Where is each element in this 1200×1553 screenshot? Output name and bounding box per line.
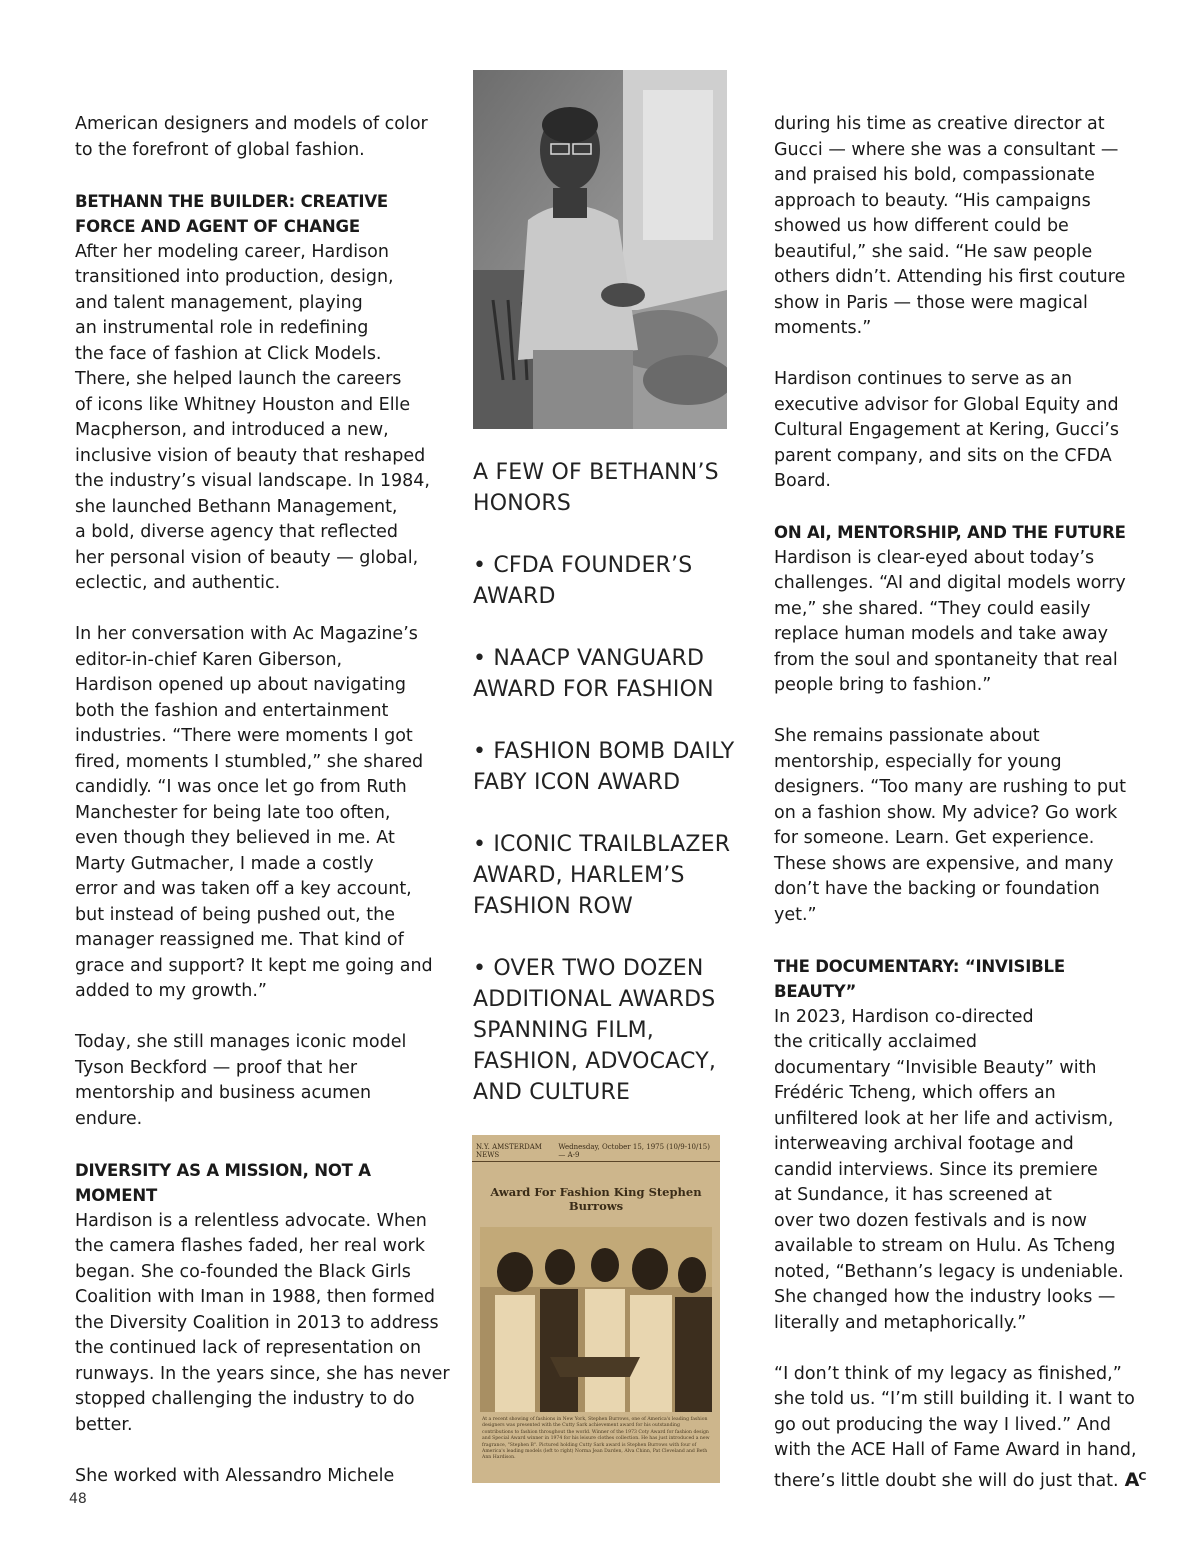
section-heading [75,189,437,240]
text-line: for someone. Learn. Get experience. [774,828,1095,848]
text-line: stopped challenging the industry to do [75,1389,415,1409]
text-line: a bold, diverse agency that reflected [75,522,398,542]
body-paragraph [75,1030,437,1132]
text-line: manager reassigned me. That kind of [75,930,404,950]
photo-illustration [473,70,727,429]
clipping-masthead [472,1143,720,1162]
text-line: with the ACE Hall of Fame Award in hand, [774,1440,1137,1460]
text-line: In her conversation with Ac Magazine’s [75,624,418,644]
text-line: during his time as creative director at [774,114,1105,134]
text-line: approach to beauty. “His campaigns [774,190,1091,211]
text-line: over two dozen festivals and is now [774,1210,1087,1231]
text-line: literally and metaphorically.” [774,1312,1027,1333]
honor-line: • CFDA FOUNDER’S [473,553,693,578]
text-line: Hardison continues to serve as an [774,369,1073,389]
text-line: don’t have the backing or foundation [774,879,1100,899]
body-paragraph [774,1005,1136,1337]
clipping-photo [480,1227,712,1412]
text-line: yet.” [774,904,817,925]
honor-line: FASHION ROW [473,894,634,919]
text-line: Coalition with Iman in 1988, then formed [75,1287,435,1307]
body-paragraph [75,112,437,163]
text-line: BETHANN THE BUILDER: CREATIVE [75,191,388,211]
text-line: fired, moments I stumbled,” she shared [75,751,424,772]
text-line: In 2023, Hardison co-directed [774,1006,1034,1027]
body-paragraph [75,1464,437,1490]
honor-line: A FEW OF BETHANN’S [473,460,719,485]
text-line: moments.” [774,318,872,338]
text-line: began. She co-founded the Black Girls [75,1261,411,1282]
text-line: She changed how the industry looks — [774,1287,1116,1307]
text-line: Frédéric Tcheng, which offers an [774,1083,1056,1103]
text-line: Board. [774,471,831,491]
text-line: Hardison is a relentless advocate. When [75,1210,427,1231]
text-line: She worked with Alessandro Michele [75,1465,395,1486]
text-line: Gucci — where she was a consultant — [774,139,1119,160]
text-line: eclectic, and authentic. [75,573,281,593]
text-line: parent company, and sits on the CFDA [774,445,1112,466]
clipping-masthead-left: N.Y. AMSTERDAM NEWS [476,1143,542,1159]
honor-line: HONORS [473,491,572,516]
text-line: Hardison opened up about navigating [75,675,406,695]
text-line: unfiltered look at her life and activism, [774,1108,1114,1129]
text-line: at Sundance, it has screened at [774,1185,1052,1205]
honor-line: • FASHION BOMB DAILY [473,739,735,764]
logo-letter: A [1124,1468,1139,1491]
section-heading [75,1158,437,1209]
text-line: There, she helped launch the careers [75,369,402,389]
body-paragraph [774,367,1136,495]
honors-sidebar [473,457,743,1139]
honor-line: ADDITIONAL AWARDS [473,987,716,1012]
honor-line: • NAACP VANGUARD [473,646,705,671]
body-paragraph [774,724,1136,928]
text-line: THE DOCUMENTARY: “INVISIBLE [774,956,1065,976]
text-line: others didn’t. Attending his first couture [774,267,1126,287]
text-line: Hardison is clear-eyed about today’s [774,547,1095,568]
body-paragraph [774,546,1136,699]
text-line: candid interviews. Since its premiere [774,1159,1098,1180]
text-line: better. [75,1414,133,1435]
text-line: go out producing the way I lived.” And [774,1414,1111,1435]
text-line: replace human models and take away [774,624,1109,644]
honor-line: AWARD [473,584,556,609]
text-line: challenges. “AI and digital models worry [774,573,1126,593]
body-paragraph [774,1362,1146,1495]
honor-item [473,953,743,1108]
honor-line: FABY ICON AWARD [473,770,681,795]
body-paragraph [75,240,437,597]
honor-line: AWARD, HARLEM’S [473,863,685,888]
text-line: error and was taken off a key account, [75,879,412,899]
text-line: the continued lack of representation on [75,1338,422,1358]
newspaper-clipping [472,1135,720,1483]
text-line: the camera flashes faded, her real work [75,1236,426,1256]
text-line: grace and support? It kept me going and [75,955,433,976]
body-paragraph [75,622,437,1005]
text-line: BEAUTY” [774,982,857,1001]
text-line: industries. “There were moments I got [75,726,413,746]
text-line: beautiful,” she said. “He saw people [774,241,1093,262]
clipping-caption: At a recent showing of fashions in New York, Stephen Burrows, one of America's leading fashion designers was presented with the Cutty Sark achievement award for his outstanding contributions to fashion throughout the world. Winner of the 1973 Coty Award for fashion design and Special Award winner in 1974 for his leisure clothes collection. He has just introduced a new fragrance, "Stephen B". Pictured holding Cutty Sark award is Stephen Burrows with four of America's leading models (left to right) Norma Jean Darden, Alva Chinn, Pat Cleveland and Beth Ann Hardison. [482,1417,710,1461]
text-line: documentary “Invisible Beauty” with [774,1057,1097,1078]
text-line: inclusive vision of beauty that reshaped [75,445,426,466]
archival-photo-bethann-at-worktable [473,70,727,429]
text-line: her personal vision of beauty — global, [75,547,419,568]
left-column [75,112,450,1515]
text-line: mentorship, especially for young [774,751,1062,772]
text-line: noted, “Bethann’s legacy is undeniable. [774,1261,1124,1282]
honor-item [473,643,743,705]
ac-magazine-logo [1125,1469,1146,1491]
honor-item [473,736,743,798]
text-line: interweaving archival footage and [774,1134,1074,1154]
text-line: the critically acclaimed [774,1032,978,1052]
section-heading [774,954,1136,1005]
text-line: added to my growth.” [75,981,267,1001]
clipping-headline: Award For Fashion King Stephen Burrows [490,1185,702,1213]
text-line: and praised his bold, compassionate [774,165,1095,185]
text-line: candidly. “I was once let go from Ruth [75,777,407,797]
text-line: but instead of being pushed out, the [75,904,395,925]
text-line: the Diversity Coalition in 2013 to address [75,1312,439,1333]
text-line: “I don’t think of my legacy as finished,” [774,1363,1122,1384]
text-line: she launched Bethann Management, [75,496,398,517]
text-line: even though they believed in me. At [75,828,395,848]
text-line: These shows are expensive, and many [774,853,1114,874]
text-line: show in Paris — those were magical [774,292,1088,313]
text-line: showed us how different could be [774,216,1069,236]
honor-line: • OVER TWO DOZEN [473,956,704,981]
text-line: the industry’s visual landscape. In 1984, [75,471,430,491]
text-line: people bring to fashion.” [774,675,992,695]
text-line: transitioned into production, design, [75,267,394,287]
text-line: both the fashion and entertainment [75,700,389,721]
honor-line: • ICONIC TRAILBLAZER [473,832,731,857]
clipping-masthead-date: Wednesday, October 15, 1975 (10/9-10/15) — A-9 [558,1143,710,1159]
text-line: She remains passionate about [774,726,1040,746]
text-line: After her modeling career, Hardison [75,241,389,262]
text-line: executive advisor for Global Equity and [774,394,1119,415]
text-line: there’s little doubt she will do just that. $A^C$ [774,1468,1146,1491]
text-line: Tyson Beckford — proof that her [75,1057,358,1078]
text-line: available to stream on Hulu. As Tcheng [774,1236,1116,1256]
text-line: the face of fashion at Click Models. [75,343,382,364]
text-line: FORCE AND AGENT OF CHANGE [75,217,360,236]
honor-line: FASHION, ADVOCACY, [473,1049,717,1074]
text-line: me,” she shared. “They could easily [774,598,1091,619]
text-line: she told us. “I’m still building it. I want to [774,1389,1135,1409]
text-line: DIVERSITY AS A MISSION, NOT A [75,1160,371,1180]
text-line: Today, she still manages iconic model [75,1032,407,1052]
text-line: to the forefront of global fashion. [75,139,365,160]
text-line: Macpherson, and introduced a new, [75,420,389,440]
text-line: Cultural Engagement at Kering, Gucci’s [774,420,1119,440]
text-line: an instrumental role in redefining [75,318,369,338]
text-line: from the soul and spontaneity that real [774,649,1118,670]
text-line: runways. In the years since, she has never [75,1363,450,1384]
honor-item [473,829,743,922]
honors-heading [473,457,743,519]
body-paragraph [75,1209,450,1439]
right-column [774,112,1146,1520]
section-heading [774,520,1136,546]
text-line: Marty Gutmacher, I made a costly [75,853,374,874]
honor-line: AWARD FOR FASHION [473,677,714,702]
page-number: 48 [69,1491,87,1507]
honor-item [473,550,743,612]
text-line: ON AI, MENTORSHIP, AND THE FUTURE [774,523,1126,542]
text-line: of icons like Whitney Houston and Elle [75,394,411,415]
honor-line: SPANNING FILM, [473,1018,654,1043]
logo-superscript: C [1138,1469,1146,1483]
text-line: on a fashion show. My advice? Go work [774,802,1118,823]
body-paragraph [774,112,1136,342]
text-line: and talent management, playing [75,292,363,313]
honor-line: AND CULTURE [473,1080,631,1105]
text-line: endure. [75,1108,143,1129]
text-line: mentorship and business acumen [75,1083,372,1103]
text-line: American designers and models of color [75,114,428,134]
text-line: MOMENT [75,1186,158,1205]
text-line: Manchester for being late too often, [75,802,391,823]
text-line: designers. “Too many are rushing to put [774,777,1126,797]
text-line: editor-in-chief Karen Giberson, [75,649,343,670]
